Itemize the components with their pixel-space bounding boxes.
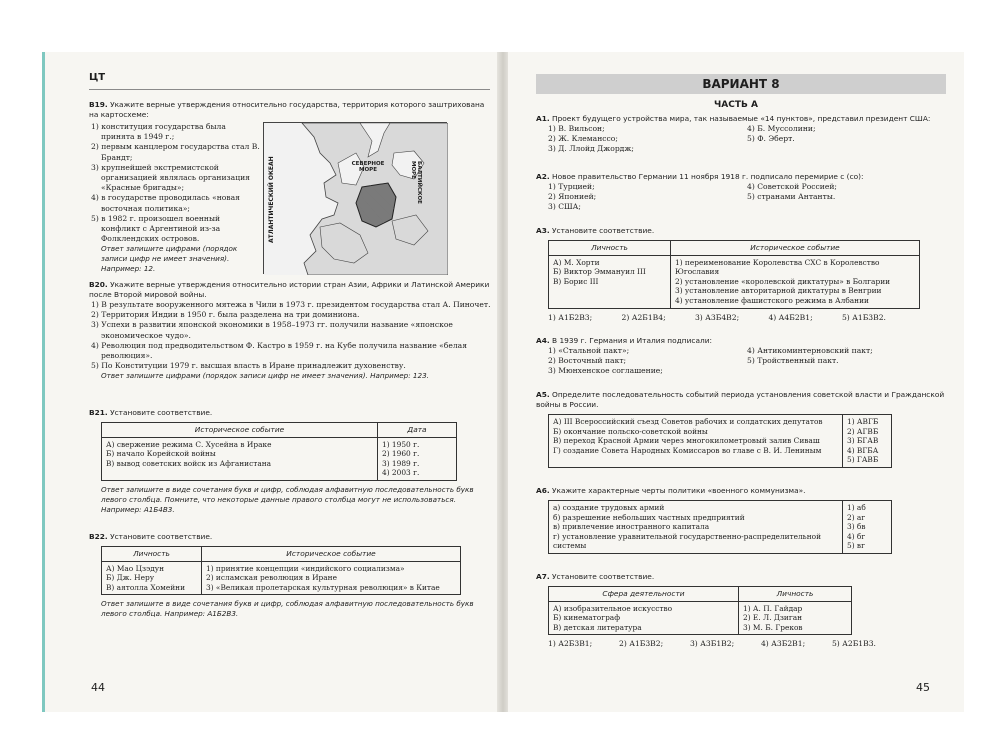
answer-option: 1) А1Б2В3;	[548, 312, 593, 322]
a5-table	[548, 414, 892, 468]
table-cell	[843, 501, 892, 554]
option: 5) Тройственный пакт.	[747, 356, 839, 366]
question-label: A2.	[536, 172, 550, 181]
page-number: 45	[916, 681, 930, 694]
answer-note: Ответ запишите цифрами (порядок записи цифр не имеет значения). Например: 123.	[101, 371, 429, 381]
left-page	[42, 52, 498, 712]
question-label: A1.	[536, 114, 550, 123]
list-item: Г) создание Совета Народных Комиссаров во главе с В. И. Лениным	[553, 445, 822, 455]
list-item: А) М. Хорти	[553, 257, 600, 267]
list-item: 2) исламская революция в Иране	[206, 573, 337, 583]
list-item: 4) 2003 г.	[382, 468, 420, 478]
table-cell	[549, 601, 739, 635]
table-header: Историческое событие	[671, 241, 920, 256]
table-header: Личность	[549, 241, 671, 256]
list-item: В) детская литература	[553, 622, 642, 632]
option: 5) странами Антанты.	[747, 192, 836, 202]
question-a4	[536, 336, 946, 377]
b22-table	[101, 546, 461, 595]
a6-table	[548, 500, 892, 554]
list-item: В) Борис III	[553, 276, 599, 286]
list-item: а) создание трудовых армий	[553, 503, 665, 512]
option: 2) Ж. Клеманссо;	[548, 134, 618, 144]
list-item: 1) принятие концепции «индийского социализма»	[206, 563, 405, 573]
header-rule	[89, 89, 490, 90]
list-item: А) III Всероссийский съезд Советов рабочих и солдатских депутатов	[553, 417, 823, 426]
list-item: 5) вг	[847, 541, 865, 551]
question-label: A3.	[536, 226, 550, 235]
question-label: B22.	[89, 532, 108, 541]
option: 5) Ф. Эберт.	[747, 134, 795, 144]
list-item: 2) АГВБ	[847, 426, 879, 436]
option: 4) Революция под предводительством Ф. Кастро в 1959 г. на Кубе получила название «белая революция».	[91, 340, 468, 361]
question-a5	[536, 390, 946, 468]
a7-answers	[536, 639, 876, 649]
list-item: А) изобразительное искусство	[553, 603, 673, 613]
table-cell	[102, 561, 202, 595]
list-item: 1) аб	[847, 503, 866, 512]
question-b19	[89, 100, 489, 120]
question-text: Проект будущего устройства мира, так называемые «14 пунктов», представил президент США:	[552, 114, 931, 123]
list-item: 1) А. П. Гайдар	[743, 603, 803, 613]
b19-options	[89, 122, 261, 274]
b21-table	[101, 422, 457, 481]
list-item: 4) ВГБА	[847, 445, 879, 455]
option: 2) первым канцлером государства стал В. Брандт;	[91, 142, 260, 162]
answer-option: 3) А3Б4В2;	[694, 312, 740, 322]
answer-option: 4) А4Б2В1;	[768, 312, 813, 322]
right-page	[508, 52, 964, 712]
list-item: 3) «Великая пролетарская культурная революция» в Китае	[206, 582, 440, 592]
list-item: В) переход Красной Армии через многокилометровый залив Сиваш	[553, 436, 820, 446]
list-item: Б) Дж. Неру	[106, 573, 155, 583]
option: 4) в государстве проводилась «новая восточная политика»;	[91, 193, 240, 213]
question-text: Укажите верные утверждения относительно государства, территория которого заштрихована на картосхеме:	[89, 100, 485, 119]
list-item: 2) аг	[847, 512, 866, 522]
table-cell	[739, 601, 852, 635]
list-item: 2) установление «королевской диктатуры» в Болгарии	[675, 276, 891, 286]
question-a7	[536, 572, 946, 650]
list-item: 4) установление фашистского режима в Албании	[675, 295, 869, 305]
list-item: 2) 1960 г.	[382, 449, 420, 459]
a7-table	[548, 586, 852, 635]
answer-option: 2) А1Б3В2;	[618, 639, 664, 649]
question-label: B19.	[89, 100, 108, 109]
list-item: Б) начало Корейской войны	[106, 449, 216, 459]
list-item: Б) окончание польско-советской войны	[553, 426, 708, 436]
option: 2) Территория Индии в 1950 г. была разделена на три доминиона.	[91, 310, 360, 320]
table-header: Личность	[102, 547, 202, 562]
question-a1	[536, 114, 946, 155]
option: 1) «Стальной пакт»;	[548, 346, 630, 355]
question-label: A7.	[536, 572, 550, 581]
table-cell	[549, 255, 671, 308]
question-text: Новое правительство Германии 11 ноября 1918 г. подписало перемирие с (со):	[552, 172, 864, 181]
answer-option: 5) А2Б1В3.	[831, 639, 876, 649]
table-header: Историческое событие	[102, 423, 378, 438]
list-item: А) свержение режима С. Хусейна в Ираке	[106, 439, 272, 449]
list-item: Б) кинематограф	[553, 613, 620, 623]
a3-answers	[536, 313, 886, 323]
answer-option: 4) А3Б2В1;	[760, 639, 806, 649]
answer-note: Ответ запишите в виде сочетания букв и цифр, соблюдая алфавитную последовательность букв левого столбца. Например: А1Б2В3.	[101, 599, 474, 619]
baltic-sea-label: БАЛТИЙСКОЕ МОРЕ	[410, 161, 422, 204]
page-number: 44	[91, 681, 105, 694]
option: 4) Антикоминтерновский пакт;	[747, 346, 873, 355]
table-cell	[378, 437, 457, 480]
table-cell	[671, 255, 920, 308]
option: 3) Мюнхенское соглашение;	[548, 366, 663, 376]
answer-note: Ответ запишите цифрами (порядок записи цифр не имеет значения). Например: 12.	[101, 244, 238, 274]
table-header: Дата	[378, 423, 457, 438]
list-item: 1) переименование Королевства СХС в Королевство Югославия	[675, 257, 880, 277]
list-item: 3) М. Б. Греков	[743, 622, 803, 632]
option: 1) Турцией;	[548, 182, 595, 191]
list-item: Б) Виктор Эммануил III	[553, 267, 646, 277]
table-header: Сфера деятельности	[549, 587, 739, 602]
option: 1) В. Вильсон;	[548, 124, 605, 133]
variant-banner: ВАРИАНТ 8	[536, 74, 946, 94]
table-header: Историческое событие	[202, 547, 461, 562]
list-item: 2) Е. Л. Дзиган	[743, 613, 803, 623]
list-item: В) вывод советских войск из Афганистана	[106, 458, 272, 468]
answer-note: Ответ запишите в виде сочетания букв и цифр, соблюдая алфавитную последовательность букв левого столбца. Помните, что некоторые данные правого столбца могут не использоваться. Например: А1Б4В3.	[101, 484, 474, 514]
question-b20	[89, 280, 493, 381]
list-item: 1) АВГБ	[847, 417, 879, 426]
question-a6	[536, 486, 946, 554]
a3-table	[548, 240, 920, 309]
table-header: Личность	[739, 587, 852, 602]
question-text: Укажите верные утверждения относительно истории стран Азии, Африки и Латинской Америки после Второй мировой войны.	[89, 280, 490, 299]
question-b22	[89, 532, 493, 619]
question-text: Укажите характерные черты политики «военного коммунизма».	[552, 486, 806, 495]
question-a2	[536, 172, 946, 213]
option: 5) в 1982 г. произошел военный конфликт с Аргентиной из-за Фолклендских островов.	[91, 213, 221, 244]
option: 3) США;	[548, 202, 581, 212]
list-item: 3) БГАВ	[847, 436, 879, 446]
option: 3) крупнейшей экстремистской организацией являлась организация «Красные бригады»;	[91, 162, 250, 193]
europe-map	[263, 122, 447, 274]
answer-option: 5) А1Б3В2.	[841, 312, 886, 322]
table-cell	[549, 501, 843, 554]
table-cell	[202, 561, 461, 595]
list-item: 3) установление авторитарной диктатуры в Венгрии	[675, 286, 882, 296]
list-item: А) Мао Цзэдун	[106, 563, 165, 573]
list-item: 3) бв	[847, 522, 866, 532]
option: 3) Успехи в развитии японской экономики в 1958–1973 гг. получили название «японское экономическое чудо».	[91, 320, 453, 340]
ocean-label: АТЛАНТИЧЕСКИЙ ОКЕАН	[268, 156, 275, 244]
north-sea-label: СЕВЕРНОЕ МОРЕ	[351, 161, 385, 173]
running-header: ЦТ	[89, 72, 106, 83]
question-label: A6.	[536, 486, 550, 495]
list-item: в) привлечение иностранного капитала	[553, 522, 710, 532]
option: 2) Восточный пакт;	[548, 356, 627, 366]
option: 4) Советской Россией;	[747, 182, 837, 191]
option: 3) Д. Ллойд Джордж;	[548, 144, 634, 154]
part-heading: ЧАСТЬ А	[714, 100, 758, 110]
option: 1) В результате вооруженного мятежа в Чили в 1973 г. президентом государства стал А. Пиночет.	[91, 300, 491, 309]
table-cell	[549, 415, 843, 468]
list-item: 4) бг	[847, 531, 866, 541]
answer-option: 1) А2Б3В1;	[548, 639, 593, 649]
list-item: 1) 1950 г.	[382, 439, 420, 449]
question-label: B20.	[89, 280, 108, 289]
question-text: Установите соответствие.	[110, 408, 213, 417]
question-label: A5.	[536, 390, 550, 399]
option: 4) Б. Муссолини;	[747, 124, 816, 133]
answer-option: 3) А3Б1В2;	[689, 639, 735, 649]
question-text: Установите соответствие.	[110, 532, 213, 541]
question-b21	[89, 408, 493, 514]
question-label: B21.	[89, 408, 108, 417]
list-item: б) разрешение небольших частных предприятий	[553, 512, 745, 522]
list-item: В) аятолла Хомейни	[106, 582, 186, 592]
list-item: г) установление уравнительной государственно-распределительной системы	[553, 531, 821, 551]
question-text: Определите последовательность событий периода установления советской власти и Гражданской войны в России.	[536, 390, 945, 409]
question-text: Установите соответствие.	[552, 572, 655, 581]
question-label: A4.	[536, 336, 550, 345]
answer-option: 2) А2Б1В4;	[621, 312, 666, 322]
list-item: 5) ГАВБ	[847, 455, 879, 465]
table-cell	[102, 437, 378, 480]
option: 2) Японией;	[548, 192, 597, 202]
option: 5) По Конституции 1979 г. высшая власть в Иране принадлежит духовенству.	[91, 361, 406, 371]
list-item: 3) 1989 г.	[382, 458, 420, 468]
question-text: Установите соответствие.	[552, 226, 655, 235]
table-cell	[843, 415, 892, 468]
option: 1) конституция государства была принята в 1949 г.;	[91, 122, 226, 142]
question-text: В 1939 г. Германия и Италия подписали:	[552, 336, 713, 345]
question-a3	[536, 226, 946, 323]
